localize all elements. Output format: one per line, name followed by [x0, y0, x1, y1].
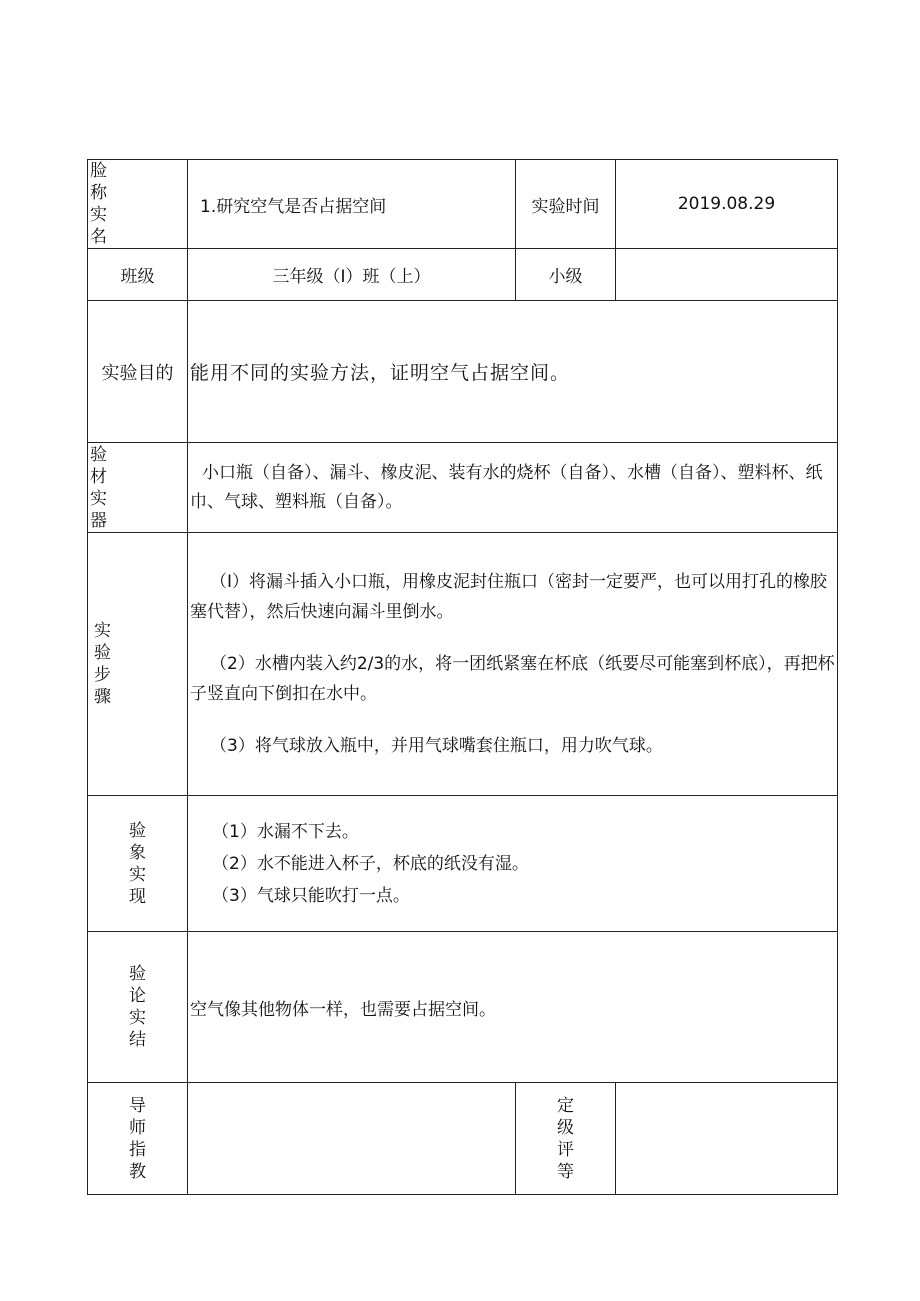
phenomena-value-cell — [188, 796, 838, 932]
conclusion-value-cell — [188, 932, 838, 1083]
time-label: 实验时间 — [531, 196, 600, 217]
phenomenon-item: （3）气球只能吹打一点。 — [212, 885, 410, 906]
conclusion-label-cell — [88, 932, 188, 1083]
row-conclusion — [88, 932, 838, 1083]
grade-value-cell — [616, 1083, 838, 1195]
row-phenomena — [88, 796, 838, 932]
equipment-label: 验 材 实 器 — [90, 444, 107, 531]
class-value-cell — [188, 249, 516, 301]
experiment-report-table — [87, 159, 838, 1195]
phenomenon-item: （2）水不能进入杯子，杯底的纸没有湿。 — [212, 853, 529, 874]
class-label-cell — [88, 249, 188, 301]
row-purpose — [88, 301, 838, 443]
grade-label-cell — [516, 1083, 616, 1195]
row-equipment — [88, 443, 838, 533]
equipment-value-cell — [188, 443, 838, 533]
class-value: 三年级（I）班（上） — [272, 267, 431, 287]
experiment-name: 1.研究空气是否占据空间 — [200, 196, 387, 217]
row-evaluation — [88, 1083, 838, 1195]
purpose-label: 实验目的 — [101, 362, 174, 384]
row-steps — [88, 533, 838, 796]
step-item: （I）将漏斗插入小口瓶，用橡皮泥封住瓶口（密封一定要严，也可以用打孔的橡胶塞代替），然后快速向漏斗里倒水。 — [190, 572, 828, 622]
phenomena-label: 验 象 实 现 — [129, 820, 146, 907]
phenomena-label-cell — [88, 796, 188, 932]
purpose-value-cell — [188, 301, 838, 443]
purpose-text: 能用不同的实验方法，证明空气占据空间。 — [190, 362, 571, 384]
class-label: 班级 — [120, 267, 155, 287]
name-value-cell — [188, 160, 516, 249]
equipment-label-cell — [88, 443, 188, 533]
teacher-value-cell — [188, 1083, 516, 1195]
conclusion-text: 空气像其他物体一样，也需要占据空间。 — [190, 999, 496, 1020]
name-label: 脸 称 实 名 — [90, 161, 107, 247]
group-value-cell — [616, 249, 838, 301]
purpose-label-cell — [88, 301, 188, 443]
teacher-label: 导 师 指 教 — [129, 1095, 146, 1182]
time-value-cell — [616, 160, 838, 249]
row-class — [88, 249, 838, 301]
name-label-cell — [88, 160, 188, 249]
grade-label: 定 级 评 等 — [557, 1095, 574, 1182]
experiment-date: 2019.08.29 — [677, 194, 776, 214]
step-item: （3）将气球放入瓶中，并用气球嘴套住瓶口，用力吹气球。 — [210, 736, 663, 756]
steps-label-cell — [88, 533, 188, 796]
group-label-cell — [516, 249, 616, 301]
conclusion-label: 验 论 实 结 — [129, 964, 146, 1050]
phenomenon-item: （1）水漏不下去。 — [212, 821, 359, 842]
time-label-cell — [516, 160, 616, 249]
step-item: （2）水槽内装入约2/3的水，将一团纸紧塞在杯底（纸要尽可能塞到杯底），再把杯子竖直向下倒扣在水中。 — [190, 654, 835, 704]
teacher-label-cell — [88, 1083, 188, 1195]
steps-value-cell — [188, 533, 838, 796]
equipment-text: 小口瓶（自备）、漏斗、橡皮泥、装有水的烧杯（自备）、水槽（自备）、塑料杯、纸巾、气球、塑料瓶（自备）。 — [190, 462, 823, 512]
row-experiment-name — [88, 160, 838, 249]
steps-label: 实 验 步 骤 — [94, 621, 111, 707]
group-label: 小级 — [548, 267, 583, 287]
